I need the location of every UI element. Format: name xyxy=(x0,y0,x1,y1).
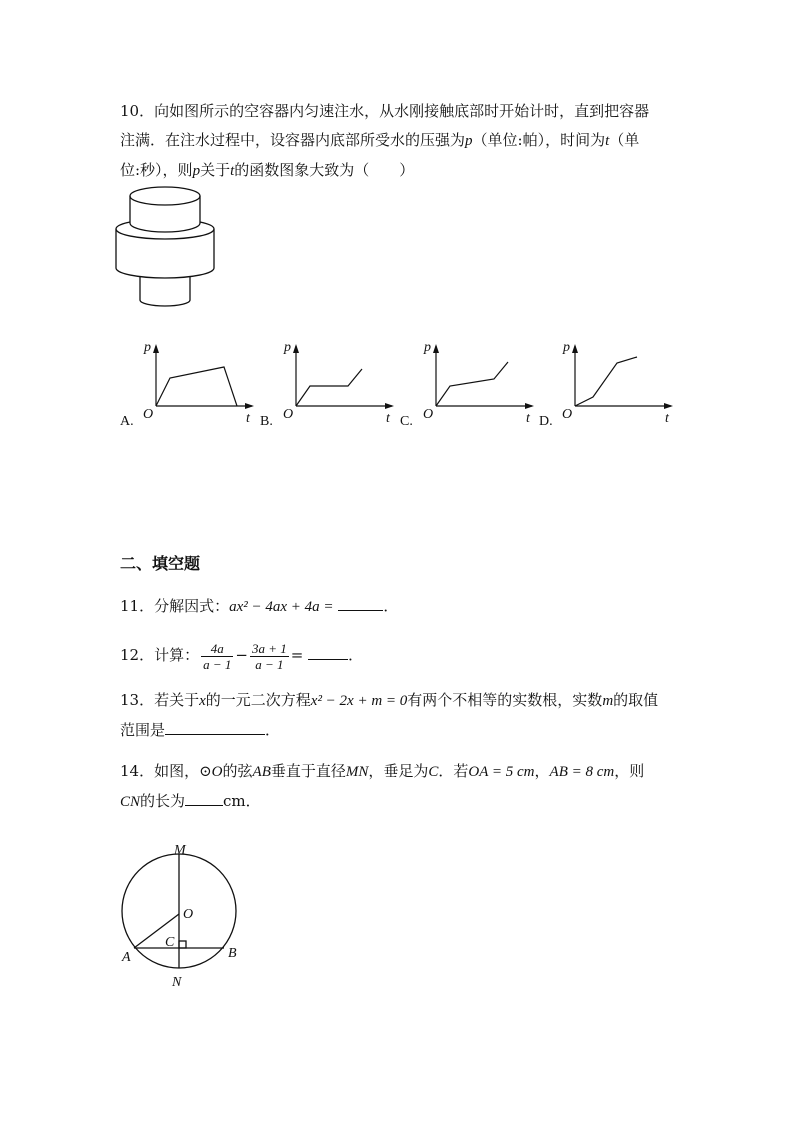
q12-prefix: 12．计算： xyxy=(120,646,200,664)
q13-text-1c: 有两个不相等的实数根，实数 xyxy=(407,691,603,709)
var-x: x xyxy=(199,693,206,709)
label-b: B xyxy=(228,946,237,961)
axis-label-p: p xyxy=(144,340,151,355)
answer-blank-11[interactable] xyxy=(338,596,383,611)
graph-curve xyxy=(436,362,508,406)
y-axis-arrow xyxy=(153,344,159,353)
q13-equation: x² − 2x + m = 0 xyxy=(310,693,408,709)
fraction-2-denominator: a − 1 xyxy=(255,656,284,672)
fraction-1 xyxy=(201,641,233,672)
q10-text-3c: 的函数图象大致为（ ） xyxy=(234,161,415,179)
q14-text-1a: 14．如图， xyxy=(120,762,200,780)
circle-symbol: ⊙ xyxy=(199,762,212,780)
var-p: p xyxy=(465,133,473,149)
ab-length: AB = 8 cm xyxy=(549,764,615,780)
q10-text-2b: （单位:帕），时间为 xyxy=(472,131,606,149)
answer-blank-13[interactable] xyxy=(165,720,265,735)
axis-label-t: t xyxy=(246,411,250,426)
axis-label-t: t xyxy=(386,411,390,426)
answer-blank-14[interactable] xyxy=(185,791,223,806)
section-title: 二、填空题 xyxy=(120,554,201,573)
graph-option-a xyxy=(118,336,258,431)
q10-text-2c: （单 xyxy=(609,131,640,149)
q13-suffix: ． xyxy=(265,721,281,739)
q11-suffix: ． xyxy=(383,597,399,615)
question-12 xyxy=(120,638,363,672)
x-axis-arrow xyxy=(385,403,394,409)
q10-text-1: 10．向如图所示的空容器内匀速注水，从水刚接触底部时开始计时，直到把容器 xyxy=(120,102,650,120)
q13-text-1b: 的一元二次方程 xyxy=(205,691,311,709)
var-p-2: p xyxy=(192,163,201,179)
q10-text-3b: 关于 xyxy=(200,161,231,179)
q10-line-2 xyxy=(120,126,700,156)
q14-line-1 xyxy=(120,757,700,787)
diameter-mn: MN xyxy=(345,764,369,780)
var-t-2: t xyxy=(230,163,235,179)
fraction-1-numerator: 4a xyxy=(201,641,233,657)
graph-option-b xyxy=(258,336,398,431)
foot-c: C xyxy=(428,764,439,780)
origin-label: O xyxy=(283,407,294,422)
q10-text-3a: 位:秒），则 xyxy=(120,161,193,179)
chord-ab: AB xyxy=(252,764,271,780)
var-m: m xyxy=(602,693,614,709)
question-13 xyxy=(120,686,700,745)
graph-curve xyxy=(575,357,637,406)
axis-label-t: t xyxy=(665,411,669,426)
q14-text-2a: 的长为 xyxy=(140,792,186,810)
label-c: C xyxy=(165,935,175,950)
q14-text-1d: ，垂足为 xyxy=(368,762,429,780)
origin-label: O xyxy=(562,407,573,422)
graph-option-c xyxy=(398,336,538,431)
option-label-a: A. xyxy=(120,414,134,429)
y-axis-arrow xyxy=(293,344,299,353)
origin-label: O xyxy=(143,407,154,422)
oa-length: OA = 5 cm xyxy=(468,764,535,780)
var-t: t xyxy=(605,133,610,149)
option-label-d: D. xyxy=(539,414,553,429)
y-axis-arrow xyxy=(433,344,439,353)
q14-text-1b: 的弦 xyxy=(222,762,253,780)
fraction-1-denominator: a − 1 xyxy=(203,656,232,672)
y-axis-arrow xyxy=(572,344,578,353)
label-o: O xyxy=(183,907,194,922)
q13-text-2: 范围是 xyxy=(120,721,166,739)
option-label-b: B. xyxy=(260,414,273,429)
axis-label-p: p xyxy=(563,340,570,355)
q13-text-1a: 13．若关于 xyxy=(120,691,200,709)
answer-blank-12[interactable] xyxy=(308,645,348,660)
label-m: M xyxy=(174,843,186,858)
question-14 xyxy=(120,757,700,817)
container-figure xyxy=(112,183,218,311)
q11-prefix: 11．分解因式： xyxy=(120,597,230,615)
q10-line-3 xyxy=(120,156,700,186)
q13-text-1d: 的取值 xyxy=(613,691,659,709)
axis-label-t: t xyxy=(526,411,530,426)
q14-text-1f: ，则 xyxy=(614,762,645,780)
label-a: A xyxy=(122,950,131,965)
q12-suffix: ． xyxy=(348,646,364,664)
q14-unit: cm． xyxy=(223,792,261,810)
q10-text-2a: 注满．在注水过程中，设容器内底部所受水的压强为 xyxy=(120,131,466,149)
option-label-c: C. xyxy=(400,414,413,429)
q14-text-1e: ．若 xyxy=(438,762,469,780)
label-n: N xyxy=(172,975,182,990)
question-10 xyxy=(120,97,700,186)
segment-cn: CN xyxy=(120,794,141,810)
fraction-2-numerator: 3a + 1 xyxy=(251,640,287,656)
minus-sign: − xyxy=(235,646,248,664)
q13-line-2 xyxy=(120,716,700,745)
graph-option-d xyxy=(537,336,677,431)
q14-text-1c: 垂直于直径 xyxy=(270,762,346,780)
equals-sign: = xyxy=(290,646,304,664)
x-axis-arrow xyxy=(664,403,673,409)
question-11 xyxy=(120,592,398,622)
axis-label-p: p xyxy=(284,340,291,355)
graph-curve xyxy=(296,369,362,406)
x-axis-arrow xyxy=(525,403,534,409)
x-axis-arrow xyxy=(245,403,254,409)
fraction-2 xyxy=(250,641,289,672)
axis-label-p: p xyxy=(424,340,431,355)
q10-line-1 xyxy=(120,97,700,126)
circle-figure xyxy=(112,840,252,990)
origin-label: O xyxy=(423,407,434,422)
q14-comma: ， xyxy=(534,762,550,780)
circle-name: O xyxy=(211,764,223,780)
graph-curve xyxy=(156,367,237,406)
q11-expression: ax² − 4ax + 4a = xyxy=(229,599,334,615)
q13-line-1 xyxy=(120,686,700,716)
q14-line-2 xyxy=(120,787,700,817)
